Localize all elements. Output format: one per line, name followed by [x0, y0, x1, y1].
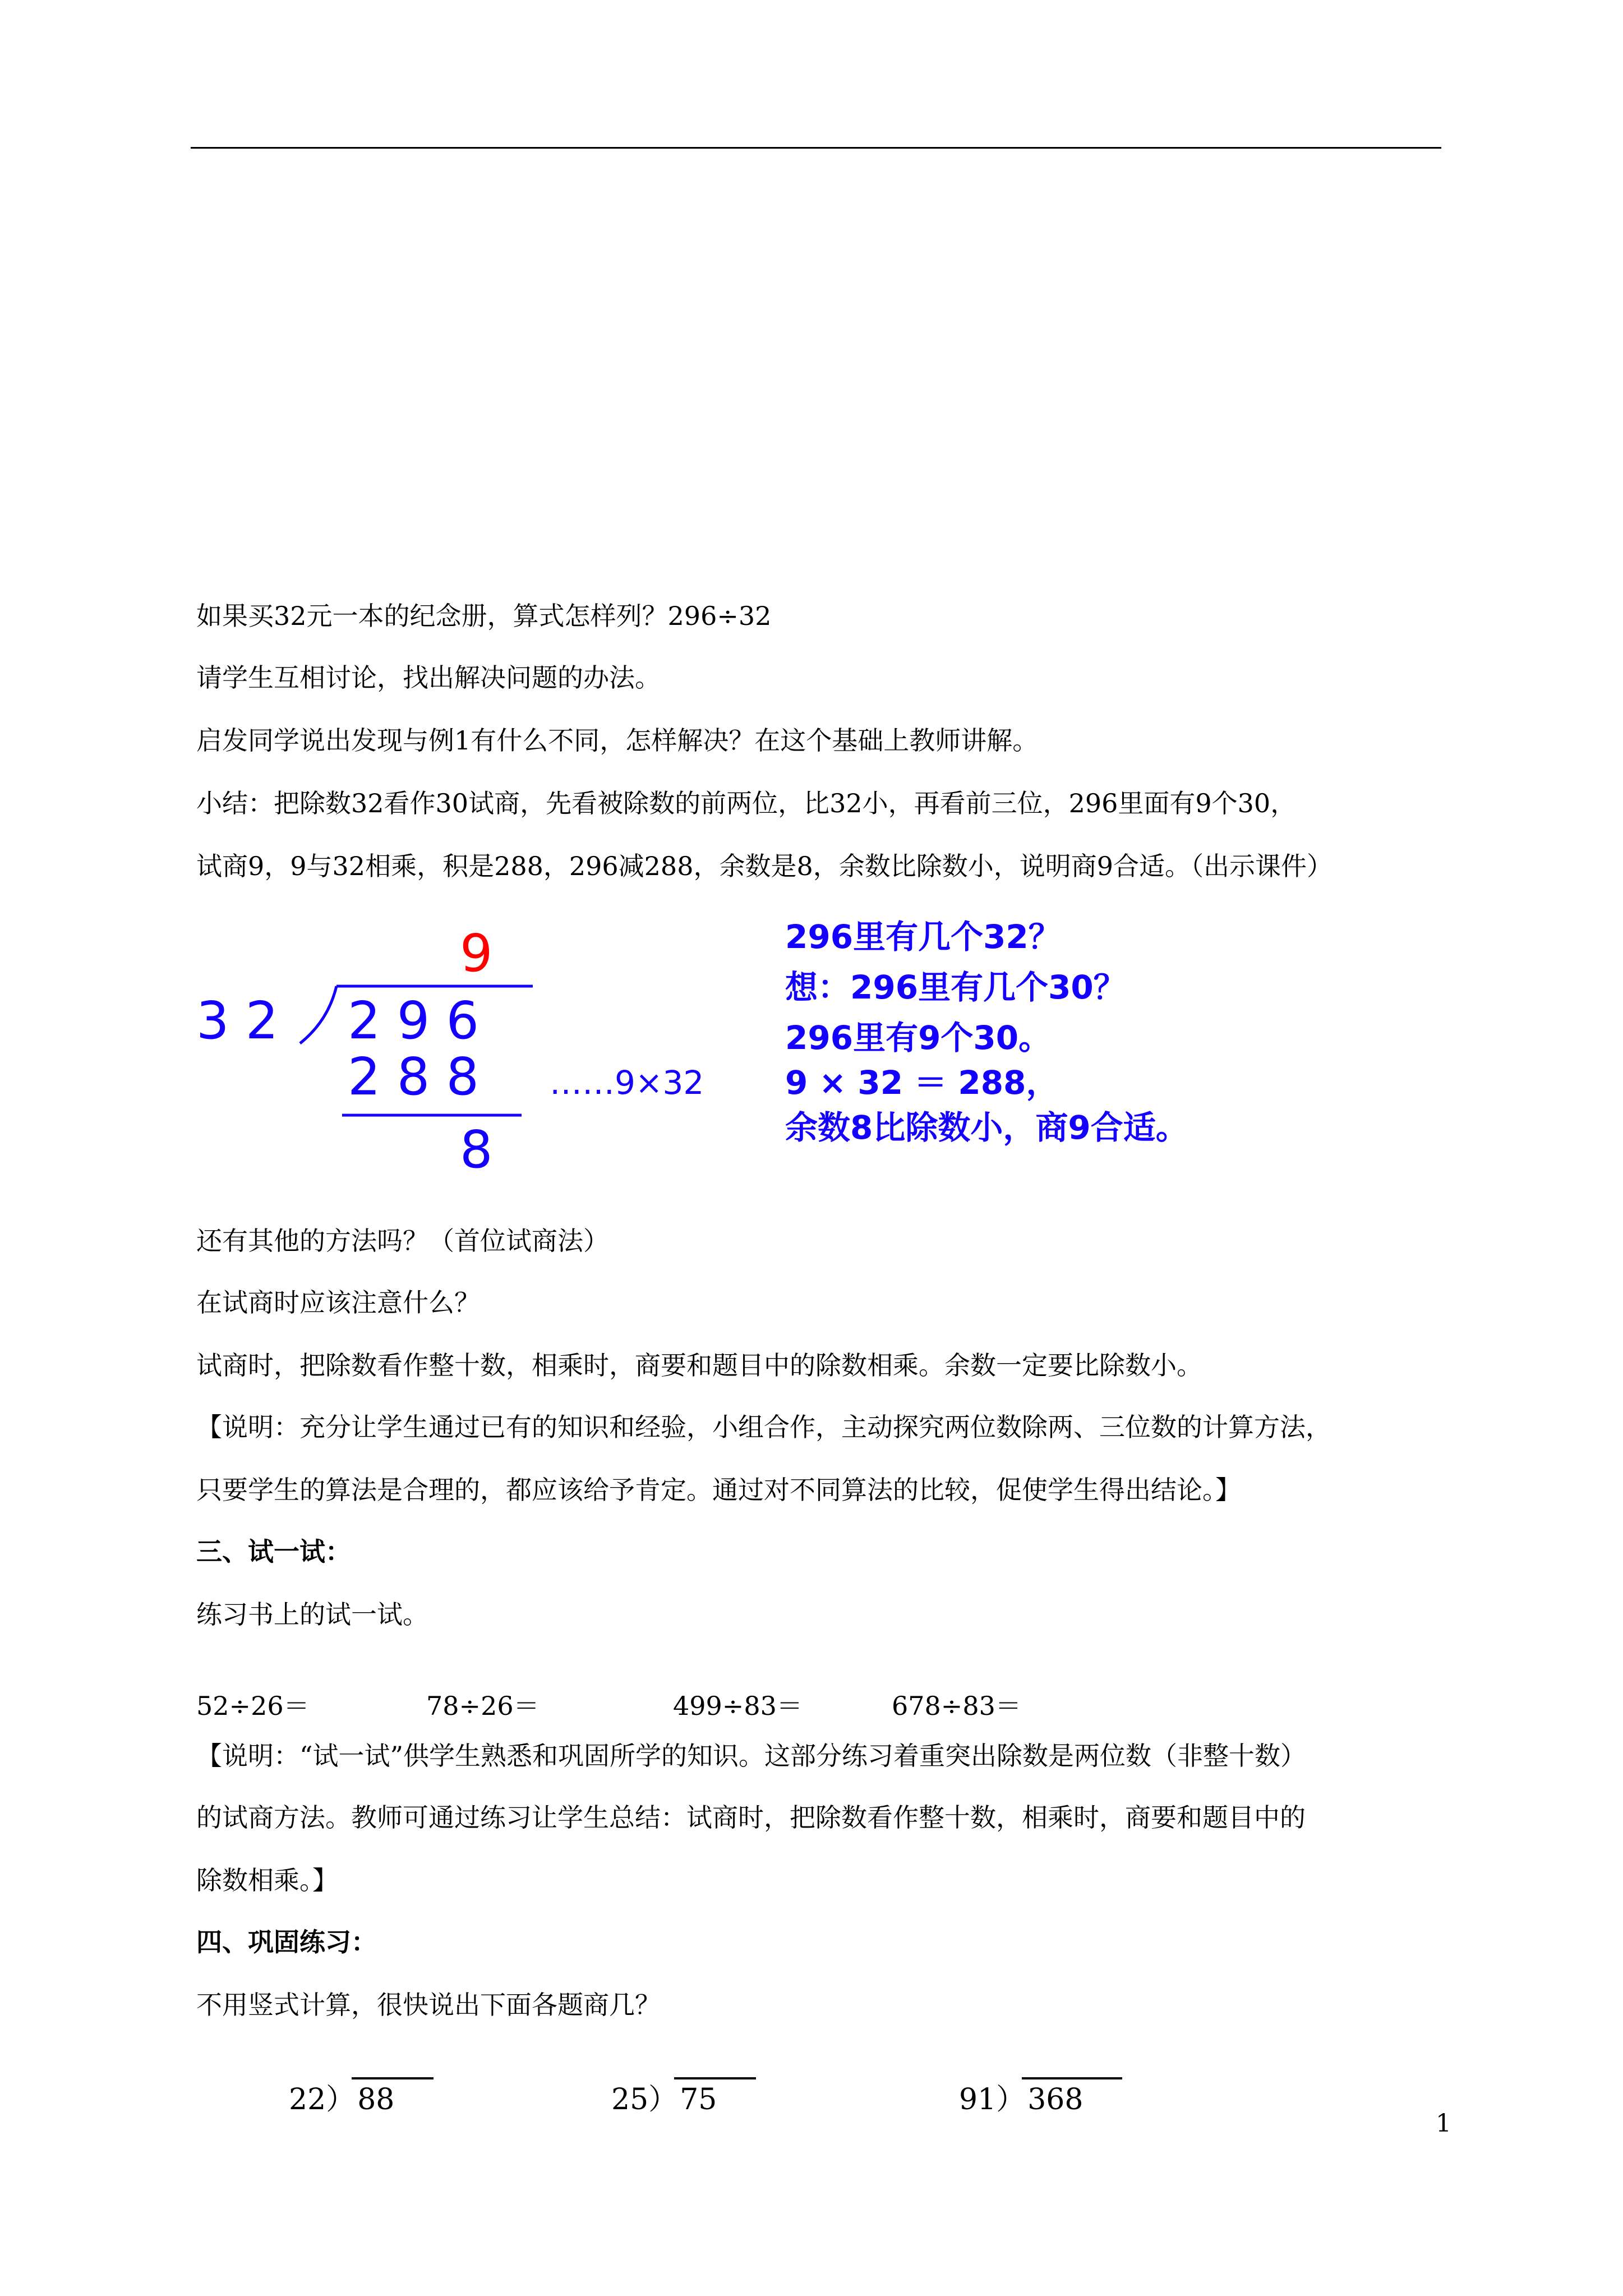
header-rule: [191, 147, 1441, 149]
paragraph: 只要学生的算法是合理的，都应该给予肯定。通过对不同算法的比较，促使学生得出结论。】: [196, 1475, 1241, 1505]
multiplication-note: ……9×32: [550, 1064, 704, 1102]
product: 2 8 8: [348, 1047, 479, 1107]
remainder: 8: [460, 1120, 493, 1180]
explanation-line: 296里有9个30。: [785, 1019, 1052, 1057]
exercise: 52÷26＝: [196, 1691, 310, 1721]
dividend: 75: [677, 2083, 717, 2116]
paragraph: 除数相乘。】: [196, 1865, 338, 1895]
paragraph: 试商时，把除数看作整十数，相乘时，商要和题目中的除数相乘。余数一定要比除数小。: [196, 1350, 1202, 1381]
paragraph: 如果买32元一本的纪念册，算式怎样列？296÷32: [196, 601, 772, 631]
page-number: 1: [1436, 2109, 1451, 2138]
paragraph: 不用竖式计算，很快说出下面各题商几？: [196, 1990, 661, 2020]
explanation-line: 296里有几个32？: [785, 918, 1061, 956]
explanation-box: [785, 914, 1290, 1206]
paragraph: 试商9，9与32相乘，积是288，296减288，余数是8，余数比除数小，说明商9合适。（出示课件）: [196, 851, 1332, 881]
exercise: 499÷83＝: [673, 1691, 803, 1721]
divisor: 25: [611, 2083, 649, 2116]
explanation-line: 余数8比除数小，商9合适。: [785, 1108, 1188, 1147]
paragraph: 在试商时应该注意什么？: [196, 1287, 480, 1318]
paragraph: 请学生互相讨论，找出解决问题的办法。: [196, 662, 661, 693]
long-division-diagram: [196, 914, 757, 1206]
paragraph: 的试商方法。教师可通过练习让学生总结：试商时，把除数看作整十数，相乘时，商要和题目中的: [196, 1802, 1306, 1833]
long-division-problem: 25）75: [611, 2083, 717, 2116]
paragraph: 还有其他的方法吗？（首位试商法）: [196, 1226, 609, 1256]
paragraph: 练习书上的试一试。: [196, 1599, 428, 1630]
explanation-line: 9 × 32 ＝ 288，: [785, 1064, 1059, 1102]
paragraph: 小结：把除数32看作30试商，先看被除数的前两位，比32小，再看前三位，296里面有9个30，: [196, 788, 1297, 818]
paragraph: 启发同学说出发现与例1有什么不同，怎样解决？在这个基础上教师讲解。: [196, 725, 1039, 756]
section-heading: 三、试一试：: [196, 1536, 351, 1567]
long-division-problem: 91）368: [959, 2083, 1083, 2116]
dividend: 88: [355, 2083, 394, 2116]
explanation-line: 想：296里有几个30？: [785, 968, 1126, 1006]
dividend: 368: [1025, 2083, 1083, 2116]
exercise: 78÷26＝: [426, 1691, 540, 1721]
divisor: 91: [959, 2083, 997, 2116]
section-heading: 四、巩固练习：: [196, 1927, 377, 1957]
long-division-problem: 22）88: [289, 2083, 395, 2116]
exercise: 678÷83＝: [892, 1691, 1021, 1721]
divisor: 3 2: [196, 991, 279, 1051]
quotient: 9: [460, 923, 493, 983]
division-figure: [196, 914, 1318, 1206]
paragraph: 【说明：“试一试”供学生熟悉和巩固所学的知识。这部分练习着重突出除数是两位数（非整十数）: [196, 1741, 1307, 1771]
dividend: 2 9 6: [348, 991, 479, 1051]
divisor: 22: [289, 2083, 326, 2116]
paragraph: 【说明：充分让学生通过已有的知识和经验，小组合作，主动探究两位数除两、三位数的计算方法，: [196, 1412, 1331, 1442]
